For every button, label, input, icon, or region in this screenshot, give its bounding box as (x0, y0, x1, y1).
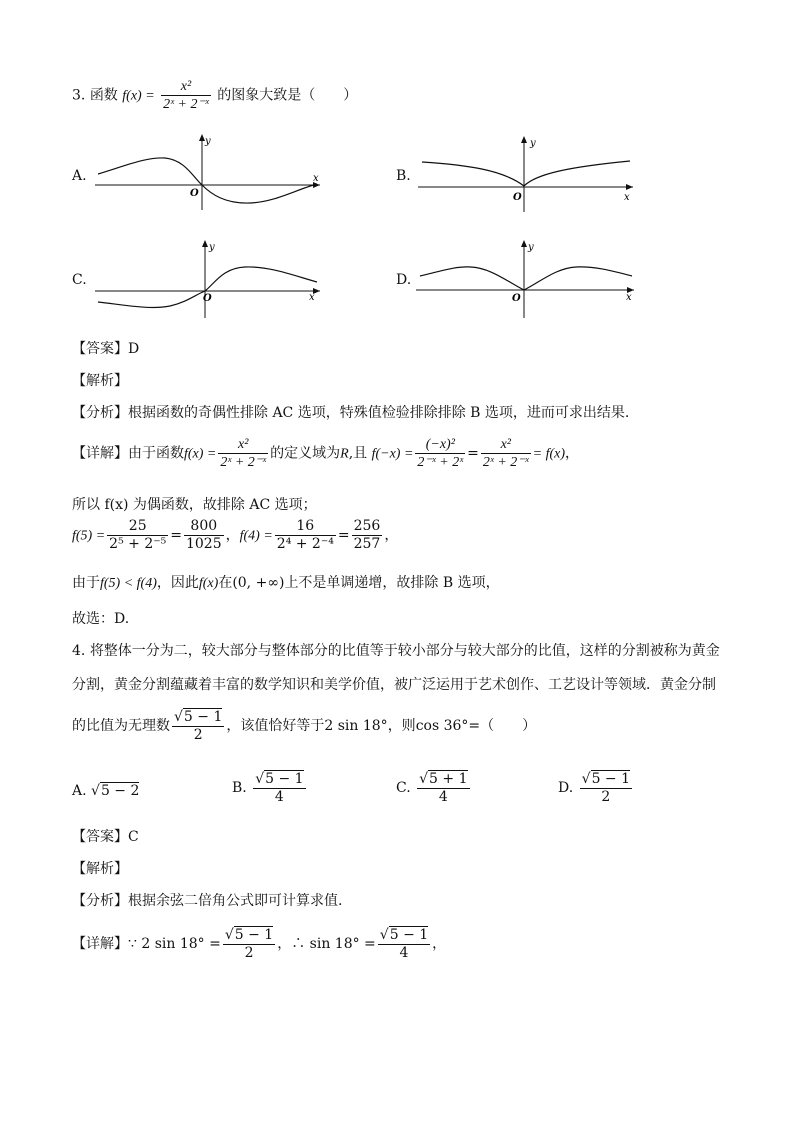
q3-stem-suffix: 的图象大致是（ ） (217, 87, 358, 104)
answer-value: C (128, 829, 139, 845)
q3-detail-line3: f(5) = $\frac{25}{\text{2⁵ + 2⁻⁵}}$ = $\frac{800}{1025}$ ，f(4) = $\frac{16}{\text{2⁴ + 2⁻⁴}}$ = $\frac{256}{257}$ ， (72, 518, 399, 552)
q4-option-d[interactable]: D. $\frac{√5 - 1}{2}$ (558, 771, 631, 805)
q4-line1: 4. 将整体一分为二，较大部分与整体部分的比值等于较小部分与较大部分的比值，这样的分割被称为黄金 (72, 643, 720, 659)
q3-detail-line4: 由于f(5) < f(4)，因此f(x)在(0, +∞)上不是单调递增，故排除 B 选项， (72, 575, 500, 591)
q4-option-c[interactable]: C. $\frac{√5 + 1}{4}$ (396, 771, 468, 805)
q3-b-origin: O (513, 192, 522, 203)
q3-a-origin: O (190, 188, 199, 199)
q3-b-x-label: x (624, 192, 630, 203)
q3-detail-line1: 【详解】由于函数f(x) = $\frac{\text{x²}}{\text{2ˣ + 2⁻ˣ}}$ 的定义域为R,且 f(−x) = $\frac{\text{(−x)²}}{\text{2⁻ˣ + 2ˣ}}$ = $\frac{\text{x²}}{\text{2ˣ + 2⁻ˣ}}$ = f(x)， (72, 437, 580, 470)
q3-option-b-graph (418, 134, 638, 214)
q3-analysis-tag: 【解析】 (72, 373, 128, 389)
q3-option-b-letter[interactable]: B. (396, 168, 411, 184)
q3-stem (72, 78, 357, 113)
q3-fenxi-text: 根据函数的奇偶性排除 AC 选项，特殊值检验排除排除 B 选项，进而可求出结果. (128, 405, 630, 421)
q3-number: 3. (72, 87, 86, 104)
q3-c-x-label: x (309, 292, 315, 303)
q4-line3: 的比值为无理数 $\frac{√5 - 1}{2}$ ，该值恰好等于2 sin 18°，则cos 36°=（ ） (72, 709, 537, 743)
q3-option-c-graph (95, 238, 325, 320)
q3-d-y-label: y (528, 242, 534, 253)
q4-answer: 【答案】C (72, 829, 139, 845)
answer-tag: 【答案】 (72, 341, 128, 357)
q3-option-d-letter[interactable]: D. (396, 272, 412, 288)
q3-stem-func: f(x) = (122, 88, 155, 104)
q4-analysis-tag: 【解析】 (72, 861, 128, 877)
q3-c-origin: O (203, 293, 212, 304)
q3-option-c-letter[interactable]: C. (72, 272, 87, 288)
q3-b-y-label: y (530, 138, 536, 149)
q4-option-b[interactable]: B. $\frac{√5 - 1}{4}$ (232, 771, 304, 805)
q3-d-x-label: x (626, 292, 632, 303)
q3-stem-fraction: $\frac{\text{x²}}{\text{2ˣ + 2⁻ˣ}}$ (163, 79, 209, 112)
q3-a-x-label: x (313, 173, 319, 184)
q3-stem-prefix: 函数 (89, 87, 118, 104)
q3-option-a-letter[interactable]: A. (72, 168, 87, 184)
q4-option-a[interactable]: A. √5 − 2 (72, 783, 140, 799)
q3-d-origin: O (512, 293, 521, 304)
q4-fenxi: 【分析】根据余弦二倍角公式即可计算求值. (72, 893, 343, 909)
q3-a-y-label: y (205, 136, 211, 147)
q3-option-a-graph (95, 132, 325, 212)
q3-c-y-label: y (209, 242, 215, 253)
q3-option-d-graph (416, 238, 640, 320)
q3-answer (72, 338, 139, 358)
q3-fenxi: 【分析】根据函数的奇偶性排除 AC 选项，特殊值检验排除排除 B 选项，进而可求出结果. (72, 405, 630, 421)
q3-detail-line2: 所以 f(x) 为偶函数，故排除 AC 选项； (72, 497, 317, 513)
answer-value: D (128, 341, 140, 357)
q3-conclusion: 故选：D. (72, 611, 130, 627)
q4-line2: 分割，黄金分割蕴藏着丰富的数学知识和美学价值，被广泛运用于艺术创作、工艺设计等领域．黄金分制 (72, 677, 716, 693)
q4-number: 4. (72, 643, 86, 659)
q4-detail: 【详解】∵ 2 sin 18° = $\frac{√5 - 1}{2}$ ，∴ sin 18° = $\frac{√5 - 1}{4}$ ， (72, 927, 447, 961)
